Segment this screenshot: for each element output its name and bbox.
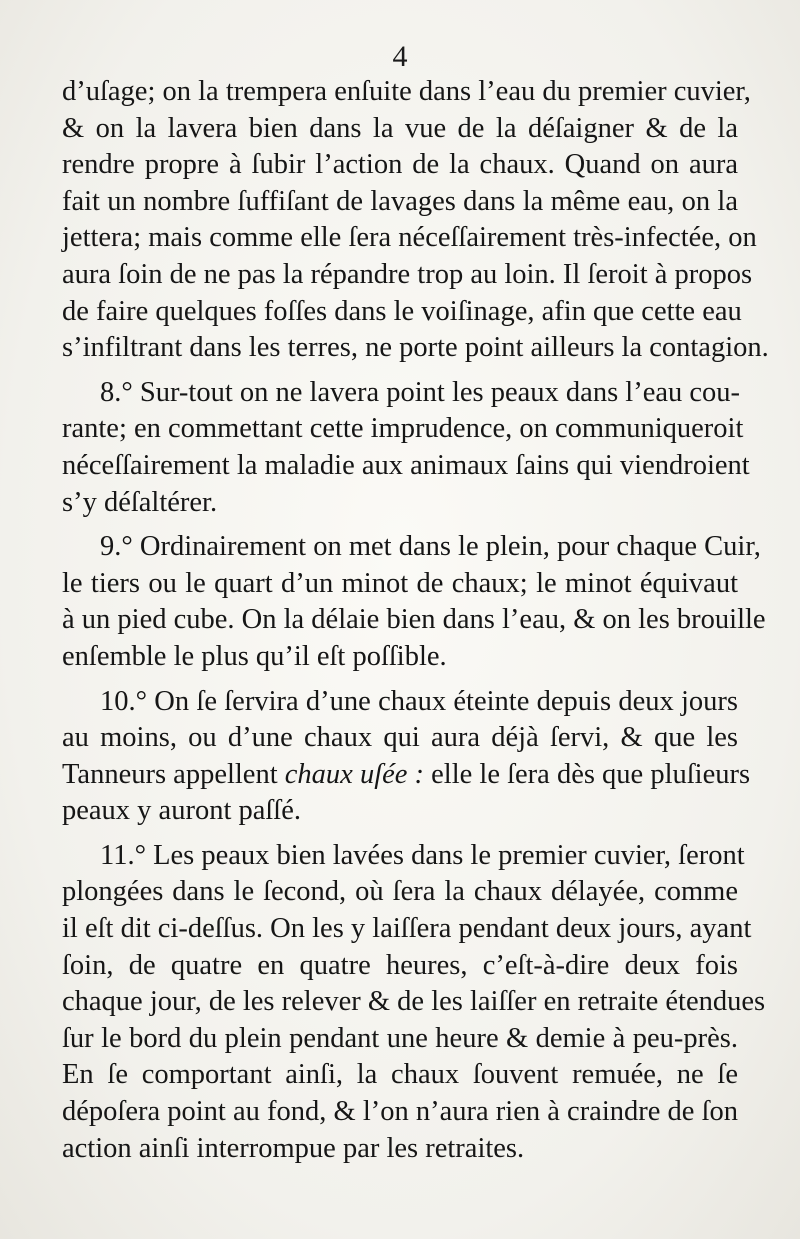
text-line: chaque jour, de les relever & de les laiſſer en retraite étendues: [62, 986, 766, 1018]
text-line: au moins, ou d’une chaux qui aura déjà ſervi, & que les: [62, 722, 738, 754]
paragraph-gap: [62, 676, 738, 684]
text-line: ſoin, de quatre en quatre heures, c’eſt-à-dire deux fois: [62, 949, 738, 981]
paragraph-gap: [62, 367, 738, 375]
paragraph-11: [62, 838, 766, 1167]
text-line: 8.° Sur-tout on ne lavera point les peaux dans l’eau cou-: [100, 376, 741, 408]
text-line: 9.° Ordinairement on met dans le plein, pour chaque Cuir,: [100, 531, 761, 563]
text-line: s’y déſaltérer.: [62, 486, 218, 518]
text-line: il eſt dit ci-deſſus. On les y laiſſera pendant deux jours, ayant: [62, 913, 752, 945]
text-line: 11.° Les peaux bien lavées dans le premier cuvier, ſeront: [100, 839, 745, 871]
text-run: elle le ſera dès que pluſieurs: [424, 758, 751, 790]
text-line: rante; en commettant cette imprudence, on communiqueroit: [62, 413, 744, 445]
text-line: rendre propre à ſubir l’action de la chaux. Quand on aura: [62, 149, 738, 181]
paragraph-10: [62, 684, 751, 830]
italic-term: chaux uſée :: [284, 758, 425, 790]
body-text: [62, 74, 769, 1167]
text-line: le tiers ou le quart d’un minot de chaux; le minot équivaut: [62, 567, 738, 599]
text-line: action ainſi interrompue par les retraites.: [62, 1132, 525, 1164]
paragraph-continuation: [62, 74, 769, 367]
text-line: à un pied cube. On la délaie bien dans l’eau, & on les brouille: [62, 604, 766, 636]
paragraph-8: [62, 375, 750, 521]
text-line: fait un nombre ſuffiſant de lavages dans la même eau, on la: [62, 185, 738, 217]
text-line: peaux y auront paſſé.: [62, 795, 301, 827]
page-number: 4: [392, 40, 408, 73]
paragraph-gap: [62, 521, 738, 529]
text-line: jettera; mais comme elle ſera néceſſairement très-infectée, on: [62, 222, 757, 254]
text-run: Tanneurs appellent: [62, 758, 285, 790]
text-line: plongées dans le ſecond, où ſera la chaux délayée, comme: [62, 876, 738, 908]
paragraph-9: [62, 529, 766, 675]
text-line: En ſe comportant ainſi, la chaux ſouvent remuée, ne ſe: [62, 1059, 738, 1091]
text-line: ſur le bord du plein pendant une heure & demie à peu-près.: [62, 1022, 738, 1054]
text-line: enſemble le plus qu’il eſt poſſible.: [62, 640, 447, 672]
text-line: de faire quelques foſſes dans le voiſinage, afin que cette eau: [62, 295, 742, 327]
text-line: & on la lavera bien dans la vue de la déſaigner & de la: [62, 112, 738, 144]
text-line: dépoſera point au fond, & l’on n’aura rien à craindre de ſon: [62, 1096, 738, 1128]
text-line: néceſſairement la maladie aux animaux ſains qui viendroient: [62, 449, 750, 481]
text-line: s’infiltrant dans les terres, ne porte point ailleurs la contagion.: [62, 332, 769, 364]
text-line-with-italic: [62, 757, 751, 794]
text-line: aura ſoin de ne pas la répandre trop au loin. Il ſeroit à propos: [62, 258, 753, 290]
paragraph-gap: [62, 830, 738, 838]
text-line: 10.° On ſe ſervira d’une chaux éteinte depuis deux jours: [100, 685, 738, 717]
text-line: d’uſage; on la trempera enſuite dans l’eau du premier cuvier,: [62, 76, 751, 107]
